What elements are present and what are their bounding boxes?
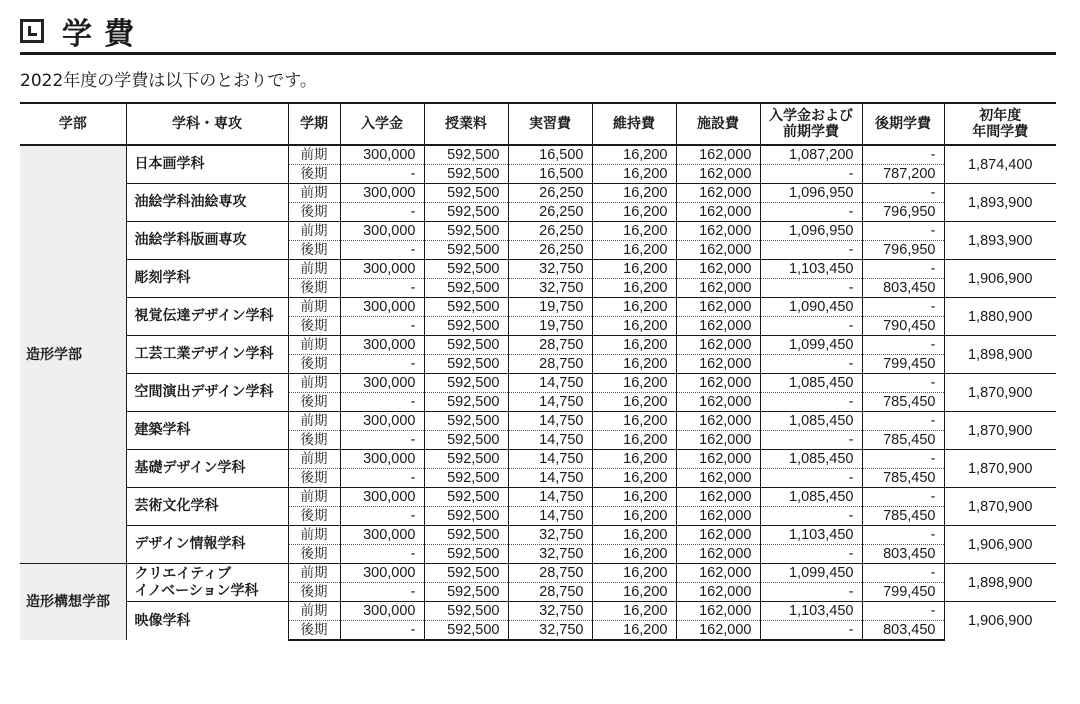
facility-cell: 162,000	[676, 621, 760, 641]
page-title: 学費	[62, 17, 146, 52]
practical-cell: 32,750	[508, 545, 592, 564]
first-cell: 1,103,450	[760, 526, 862, 545]
tuition-cell: 592,500	[424, 222, 508, 241]
practical-cell: 14,750	[508, 469, 592, 488]
maintenance-cell: 16,200	[592, 507, 676, 526]
maintenance-cell: 16,200	[592, 450, 676, 469]
first-cell: -	[760, 583, 862, 602]
header-annual-line2: 年間学費	[972, 124, 1029, 140]
admission-cell: 300,000	[340, 450, 424, 469]
table-row	[20, 488, 1056, 507]
second-cell: 803,450	[862, 279, 944, 298]
annual-total-cell: 1,874,400	[944, 145, 1056, 184]
maintenance-cell: 16,200	[592, 412, 676, 431]
facility-cell: 162,000	[676, 602, 760, 621]
term-cell: 後期	[288, 241, 340, 260]
admission-cell: 300,000	[340, 374, 424, 393]
maintenance-cell: 16,200	[592, 621, 676, 641]
maintenance-cell: 16,200	[592, 583, 676, 602]
admission-cell: 300,000	[340, 602, 424, 621]
department-cell: 基礎デザイン学科	[126, 450, 288, 488]
facility-cell: 162,000	[676, 507, 760, 526]
second-cell: 785,450	[862, 431, 944, 450]
facility-cell: 162,000	[676, 184, 760, 203]
term-cell: 後期	[288, 583, 340, 602]
term-cell: 前期	[288, 526, 340, 545]
header-maintenance: 維持費	[592, 103, 676, 145]
admission-cell: 300,000	[340, 222, 424, 241]
tuition-cell: 592,500	[424, 165, 508, 184]
annual-total-cell: 1,906,900	[944, 602, 1056, 641]
term-cell: 後期	[288, 431, 340, 450]
tuition-cell: 592,500	[424, 431, 508, 450]
department-cell: 空間演出デザイン学科	[126, 374, 288, 412]
admission-cell: 300,000	[340, 526, 424, 545]
table-row	[20, 412, 1056, 431]
facility-cell: 162,000	[676, 412, 760, 431]
practical-cell: 32,750	[508, 526, 592, 545]
department-cell: 油絵学科油絵専攻	[126, 184, 288, 222]
term-cell: 前期	[288, 298, 340, 317]
practical-cell: 26,250	[508, 222, 592, 241]
table-row	[20, 450, 1056, 469]
admission-cell: 300,000	[340, 184, 424, 203]
maintenance-cell: 16,200	[592, 602, 676, 621]
term-cell: 後期	[288, 203, 340, 222]
practical-cell: 19,750	[508, 298, 592, 317]
second-cell: 799,450	[862, 355, 944, 374]
header-tuition: 授業料	[424, 103, 508, 145]
table-header-row	[20, 103, 1056, 145]
practical-cell: 26,250	[508, 241, 592, 260]
tuition-cell: 592,500	[424, 145, 508, 165]
first-cell: -	[760, 317, 862, 336]
second-cell: 796,950	[862, 241, 944, 260]
term-cell: 前期	[288, 336, 340, 355]
term-cell: 前期	[288, 564, 340, 583]
second-cell: -	[862, 374, 944, 393]
first-cell: -	[760, 621, 862, 641]
maintenance-cell: 16,200	[592, 431, 676, 450]
first-cell: 1,099,450	[760, 564, 862, 583]
term-cell: 後期	[288, 545, 340, 564]
tuition-cell: 592,500	[424, 583, 508, 602]
term-cell: 前期	[288, 145, 340, 165]
facility-cell: 162,000	[676, 450, 760, 469]
tuition-cell: 592,500	[424, 336, 508, 355]
table-row	[20, 298, 1056, 317]
facility-cell: 162,000	[676, 393, 760, 412]
tuition-cell: 592,500	[424, 450, 508, 469]
facility-cell: 162,000	[676, 317, 760, 336]
first-cell: 1,087,200	[760, 145, 862, 165]
practical-cell: 28,750	[508, 355, 592, 374]
second-cell: -	[862, 488, 944, 507]
practical-cell: 16,500	[508, 165, 592, 184]
facility-cell: 162,000	[676, 222, 760, 241]
term-cell: 前期	[288, 488, 340, 507]
first-cell: 1,085,450	[760, 488, 862, 507]
table-row	[20, 526, 1056, 545]
tuition-cell: 592,500	[424, 317, 508, 336]
header-first-line1: 入学金および	[769, 108, 853, 124]
department-cell: 油絵学科版画専攻	[126, 222, 288, 260]
table-row	[20, 184, 1056, 203]
admission-cell: 300,000	[340, 145, 424, 165]
tuition-cell: 592,500	[424, 393, 508, 412]
term-cell: 後期	[288, 317, 340, 336]
table-row	[20, 222, 1056, 241]
practical-cell: 16,500	[508, 145, 592, 165]
admission-cell: 300,000	[340, 488, 424, 507]
practical-cell: 14,750	[508, 393, 592, 412]
maintenance-cell: 16,200	[592, 184, 676, 203]
annual-total-cell: 1,893,900	[944, 184, 1056, 222]
second-cell: 785,450	[862, 507, 944, 526]
tuition-fee-table	[20, 102, 1056, 641]
department-cell: 彫刻学科	[126, 260, 288, 298]
term-cell: 後期	[288, 393, 340, 412]
intro-text: 2022年度の学費は以下のとおりです。	[20, 71, 317, 91]
tuition-cell: 592,500	[424, 526, 508, 545]
tuition-cell: 592,500	[424, 241, 508, 260]
department-cell: 映像学科	[126, 602, 288, 641]
header-practical: 実習費	[508, 103, 592, 145]
second-cell: -	[862, 145, 944, 165]
header-annual-total	[944, 103, 1056, 145]
faculty-cell: 造形学部	[20, 145, 126, 564]
table-row	[20, 336, 1056, 355]
facility-cell: 162,000	[676, 488, 760, 507]
tuition-cell: 592,500	[424, 374, 508, 393]
practical-cell: 14,750	[508, 488, 592, 507]
second-cell: 799,450	[862, 583, 944, 602]
table-row	[20, 145, 1056, 165]
second-cell: 785,450	[862, 469, 944, 488]
facility-cell: 162,000	[676, 336, 760, 355]
second-cell: 796,950	[862, 203, 944, 222]
admission-cell: 300,000	[340, 298, 424, 317]
practical-cell: 28,750	[508, 336, 592, 355]
first-cell: 1,096,950	[760, 184, 862, 203]
term-cell: 後期	[288, 279, 340, 298]
tuition-cell: 592,500	[424, 412, 508, 431]
term-cell: 前期	[288, 222, 340, 241]
header-department: 学科・専攻	[126, 103, 288, 145]
term-cell: 後期	[288, 469, 340, 488]
tuition-cell: 592,500	[424, 298, 508, 317]
term-cell: 後期	[288, 355, 340, 374]
second-cell: -	[862, 602, 944, 621]
second-cell: -	[862, 260, 944, 279]
tuition-cell: 592,500	[424, 184, 508, 203]
maintenance-cell: 16,200	[592, 488, 676, 507]
first-cell: 1,099,450	[760, 336, 862, 355]
department-cell: 日本画学科	[126, 145, 288, 184]
first-cell: -	[760, 469, 862, 488]
first-cell: -	[760, 393, 862, 412]
admission-cell: -	[340, 469, 424, 488]
department-cell: 芸術文化学科	[126, 488, 288, 526]
term-cell: 前期	[288, 184, 340, 203]
practical-cell: 26,250	[508, 184, 592, 203]
first-cell: 1,085,450	[760, 374, 862, 393]
department-cell: デザイン情報学科	[126, 526, 288, 564]
first-cell: 1,085,450	[760, 450, 862, 469]
practical-cell: 26,250	[508, 203, 592, 222]
annual-total-cell: 1,906,900	[944, 260, 1056, 298]
facility-cell: 162,000	[676, 564, 760, 583]
term-cell: 前期	[288, 412, 340, 431]
term-cell: 前期	[288, 450, 340, 469]
facility-cell: 162,000	[676, 355, 760, 374]
annual-total-cell: 1,906,900	[944, 526, 1056, 564]
second-cell: -	[862, 184, 944, 203]
first-cell: -	[760, 355, 862, 374]
tuition-cell: 592,500	[424, 602, 508, 621]
maintenance-cell: 16,200	[592, 374, 676, 393]
first-cell: 1,103,450	[760, 260, 862, 279]
admission-cell: -	[340, 507, 424, 526]
admission-cell: -	[340, 621, 424, 641]
annual-total-cell: 1,870,900	[944, 488, 1056, 526]
admission-cell: -	[340, 279, 424, 298]
facility-cell: 162,000	[676, 526, 760, 545]
term-cell: 前期	[288, 602, 340, 621]
table-row	[20, 374, 1056, 393]
maintenance-cell: 16,200	[592, 469, 676, 488]
second-cell: -	[862, 298, 944, 317]
annual-total-cell: 1,880,900	[944, 298, 1056, 336]
practical-cell: 14,750	[508, 507, 592, 526]
header-facility: 施設費	[676, 103, 760, 145]
page-title-row	[20, 12, 146, 50]
annual-total-cell: 1,870,900	[944, 412, 1056, 450]
admission-cell: -	[340, 317, 424, 336]
second-cell: -	[862, 450, 944, 469]
second-cell: 785,450	[862, 393, 944, 412]
practical-cell: 32,750	[508, 621, 592, 641]
term-cell: 後期	[288, 165, 340, 184]
facility-cell: 162,000	[676, 545, 760, 564]
department-cell: 視覚伝達デザイン学科	[126, 298, 288, 336]
tuition-cell: 592,500	[424, 279, 508, 298]
first-cell: -	[760, 241, 862, 260]
maintenance-cell: 16,200	[592, 222, 676, 241]
first-cell: -	[760, 203, 862, 222]
tuition-cell: 592,500	[424, 203, 508, 222]
admission-cell: 300,000	[340, 336, 424, 355]
admission-cell: -	[340, 583, 424, 602]
department-cell: クリエイティブ イノベーション学科	[126, 564, 288, 602]
tuition-cell: 592,500	[424, 488, 508, 507]
practical-cell: 14,750	[508, 431, 592, 450]
faculty-cell: 造形構想学部	[20, 564, 126, 641]
practical-cell: 32,750	[508, 602, 592, 621]
admission-cell: 300,000	[340, 412, 424, 431]
first-cell: -	[760, 165, 862, 184]
maintenance-cell: 16,200	[592, 526, 676, 545]
maintenance-cell: 16,200	[592, 203, 676, 222]
second-cell: -	[862, 412, 944, 431]
department-cell: 建築学科	[126, 412, 288, 450]
admission-cell: -	[340, 393, 424, 412]
admission-cell: -	[340, 545, 424, 564]
facility-cell: 162,000	[676, 145, 760, 165]
annual-total-cell: 1,898,900	[944, 336, 1056, 374]
first-cell: 1,085,450	[760, 412, 862, 431]
practical-cell: 19,750	[508, 317, 592, 336]
annual-total-cell: 1,893,900	[944, 222, 1056, 260]
facility-cell: 162,000	[676, 298, 760, 317]
practical-cell: 28,750	[508, 564, 592, 583]
practical-cell: 28,750	[508, 583, 592, 602]
second-cell: 803,450	[862, 545, 944, 564]
header-faculty: 学部	[20, 103, 126, 145]
practical-cell: 14,750	[508, 412, 592, 431]
practical-cell: 32,750	[508, 279, 592, 298]
facility-cell: 162,000	[676, 203, 760, 222]
practical-cell: 32,750	[508, 260, 592, 279]
facility-cell: 162,000	[676, 374, 760, 393]
first-cell: -	[760, 545, 862, 564]
maintenance-cell: 16,200	[592, 355, 676, 374]
maintenance-cell: 16,200	[592, 564, 676, 583]
tuition-cell: 592,500	[424, 507, 508, 526]
admission-cell: -	[340, 165, 424, 184]
maintenance-cell: 16,200	[592, 336, 676, 355]
second-cell: 790,450	[862, 317, 944, 336]
table-row	[20, 260, 1056, 279]
first-cell: -	[760, 279, 862, 298]
admission-cell: -	[340, 203, 424, 222]
second-cell: -	[862, 564, 944, 583]
maintenance-cell: 16,200	[592, 279, 676, 298]
admission-cell: 300,000	[340, 564, 424, 583]
practical-cell: 14,750	[508, 374, 592, 393]
header-first-term-total	[760, 103, 862, 145]
header-term: 学期	[288, 103, 340, 145]
maintenance-cell: 16,200	[592, 260, 676, 279]
header-admission: 入学金	[340, 103, 424, 145]
first-cell: 1,103,450	[760, 602, 862, 621]
facility-cell: 162,000	[676, 583, 760, 602]
facility-cell: 162,000	[676, 165, 760, 184]
first-cell: 1,090,450	[760, 298, 862, 317]
maintenance-cell: 16,200	[592, 545, 676, 564]
second-cell: -	[862, 526, 944, 545]
maintenance-cell: 16,200	[592, 393, 676, 412]
facility-cell: 162,000	[676, 279, 760, 298]
term-cell: 前期	[288, 374, 340, 393]
tuition-cell: 592,500	[424, 564, 508, 583]
section-marker-icon	[20, 19, 44, 43]
tuition-cell: 592,500	[424, 545, 508, 564]
maintenance-cell: 16,200	[592, 241, 676, 260]
maintenance-cell: 16,200	[592, 298, 676, 317]
admission-cell: 300,000	[340, 260, 424, 279]
annual-total-cell: 1,898,900	[944, 564, 1056, 602]
admission-cell: -	[340, 431, 424, 450]
second-cell: -	[862, 222, 944, 241]
practical-cell: 14,750	[508, 450, 592, 469]
table-row	[20, 602, 1056, 621]
header-second-term: 後期学費	[862, 103, 944, 145]
tuition-cell: 592,500	[424, 469, 508, 488]
second-cell: 803,450	[862, 621, 944, 641]
first-cell: -	[760, 431, 862, 450]
tuition-cell: 592,500	[424, 260, 508, 279]
maintenance-cell: 16,200	[592, 145, 676, 165]
maintenance-cell: 16,200	[592, 317, 676, 336]
facility-cell: 162,000	[676, 241, 760, 260]
department-cell: 工芸工業デザイン学科	[126, 336, 288, 374]
header-first-line2: 前期学費	[783, 124, 839, 140]
second-cell: -	[862, 336, 944, 355]
facility-cell: 162,000	[676, 431, 760, 450]
maintenance-cell: 16,200	[592, 165, 676, 184]
annual-total-cell: 1,870,900	[944, 374, 1056, 412]
first-cell: 1,096,950	[760, 222, 862, 241]
facility-cell: 162,000	[676, 260, 760, 279]
tuition-cell: 592,500	[424, 355, 508, 374]
annual-total-cell: 1,870,900	[944, 450, 1056, 488]
term-cell: 後期	[288, 507, 340, 526]
first-cell: -	[760, 507, 862, 526]
admission-cell: -	[340, 355, 424, 374]
tuition-cell: 592,500	[424, 621, 508, 641]
title-rule	[20, 52, 1056, 55]
second-cell: 787,200	[862, 165, 944, 184]
header-annual-line1: 初年度	[979, 108, 1022, 124]
table-row	[20, 564, 1056, 583]
term-cell: 前期	[288, 260, 340, 279]
facility-cell: 162,000	[676, 469, 760, 488]
term-cell: 後期	[288, 621, 340, 641]
admission-cell: -	[340, 241, 424, 260]
